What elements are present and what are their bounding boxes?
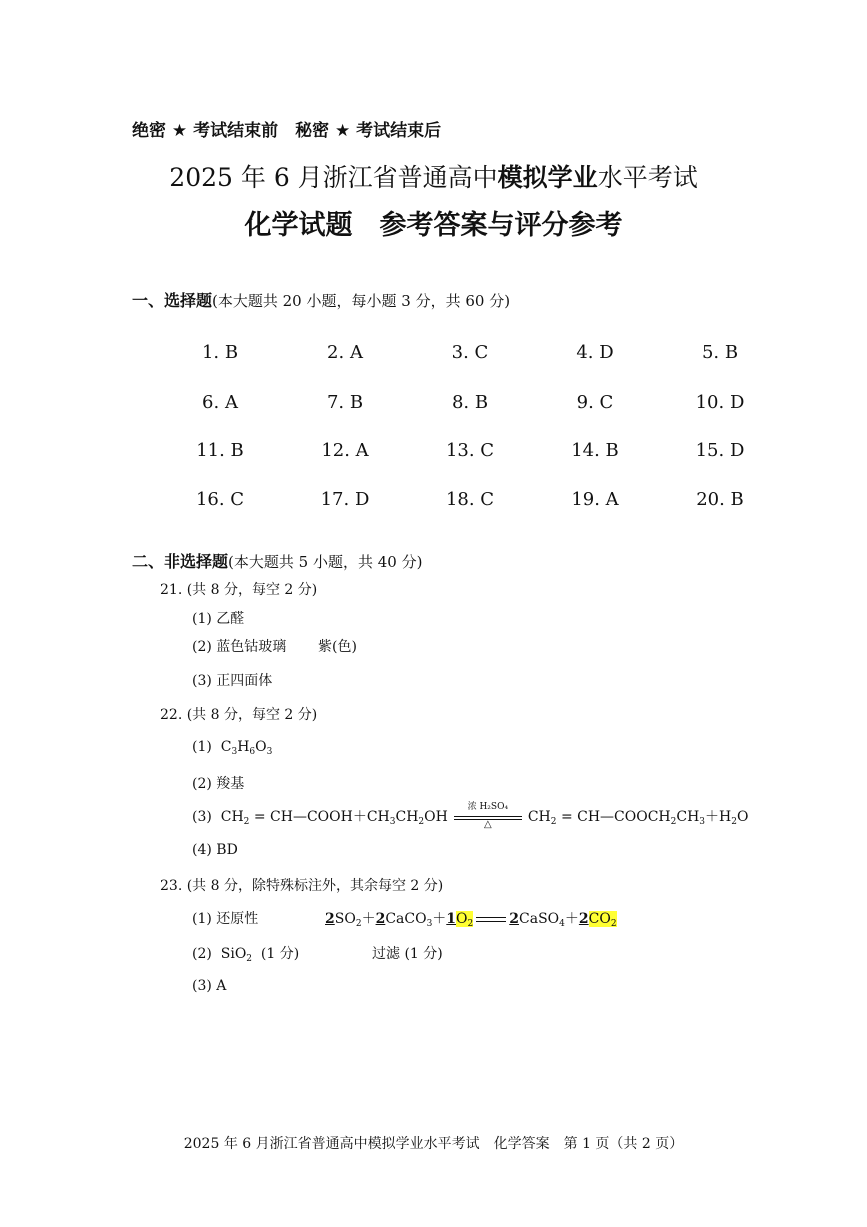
- mc-answer: 6. A: [202, 392, 238, 413]
- mc-answer: 14. B: [571, 440, 619, 461]
- mc-answer: 3. C: [451, 342, 489, 363]
- mc-answer: 11. B: [196, 440, 244, 461]
- page-footer: 2025 年 6 月浙江省普通高中模拟学业水平考试 化学答案 第 1 页（共 2 页）: [183, 1136, 684, 1152]
- q23-title: 23. (共 8 分，除特殊标注外，其余每空 2 分): [160, 878, 444, 894]
- q21-answer-2-extra: 紫(色): [318, 639, 357, 655]
- mc-answer: 8. B: [451, 392, 489, 413]
- q23-answer-1: (1) 还原性: [192, 911, 259, 927]
- q23-answer-2-extra: 过滤 (1 分): [372, 946, 443, 962]
- exam-title: 2025 年 6 月浙江省普通高中模拟学业水平考试: [169, 163, 698, 192]
- mc-answer: 12. A: [321, 440, 369, 461]
- reaction-arrow: 浓 H₂SO₄ △: [452, 807, 524, 827]
- q23-equation: $2SO_2+2CaCO_3+1O_2$ $2CaSO_4+2CO_2$: [325, 911, 617, 929]
- mc-answer: 4. D: [576, 342, 614, 363]
- section1-heading: 一、选择题(本大题共 20 小题，每小题 3 分，共 60 分): [132, 291, 511, 310]
- q23-answer-3: (3) A: [192, 978, 227, 994]
- mc-answer: 10. D: [695, 392, 745, 413]
- exam-subtitle: 化学试题 参考答案与评分参考: [244, 210, 623, 241]
- q22-answer-4: (4) BD: [192, 842, 238, 858]
- q22-answer-3-equation: (3) $CH_2$ = $CH—COOH+CH_3CH_2OH$ 浓 H₂SO₄ △ $CH_2$ = $CH—COOCH_2CH_3+H_2O$: [192, 802, 749, 830]
- mc-answer: 19. A: [571, 489, 619, 510]
- q22-title: 22. (共 8 分，每空 2 分): [160, 707, 318, 723]
- mc-answer: 17. D: [320, 489, 370, 510]
- q21-answer-1: (1) 乙醛: [192, 611, 245, 627]
- q22-answer-2: (2) 羧基: [192, 776, 245, 792]
- q23-answer-2: (2) SiO$_2$ (1 分): [192, 946, 300, 964]
- mc-answer: 9. C: [576, 392, 614, 413]
- mc-answer: 13. C: [445, 440, 495, 461]
- q21-answer-2: (2) 蓝色钴玻璃: [192, 639, 287, 655]
- mc-answer: 7. B: [326, 392, 364, 413]
- mc-answer: 18. C: [445, 489, 495, 510]
- mc-answer: 5. B: [701, 342, 739, 363]
- mc-answer: 2. A: [327, 342, 363, 363]
- q21-answer-3: (3) 正四面体: [192, 673, 273, 689]
- mc-answer: 16. C: [195, 489, 245, 510]
- q21-title: 21. (共 8 分，每空 2 分): [160, 582, 318, 598]
- secrecy-label: 绝密 ★ 考试结束前 秘密 ★ 考试结束后: [132, 121, 442, 141]
- mc-answer: 15. D: [695, 440, 745, 461]
- section2-heading: 二、非选择题(本大题共 5 小题，共 40 分): [132, 552, 423, 571]
- mc-answer: 1. B: [201, 342, 239, 363]
- mc-answer: 20. B: [696, 489, 744, 510]
- q22-answer-1: (1) $C_3H_6O_3$: [192, 739, 273, 757]
